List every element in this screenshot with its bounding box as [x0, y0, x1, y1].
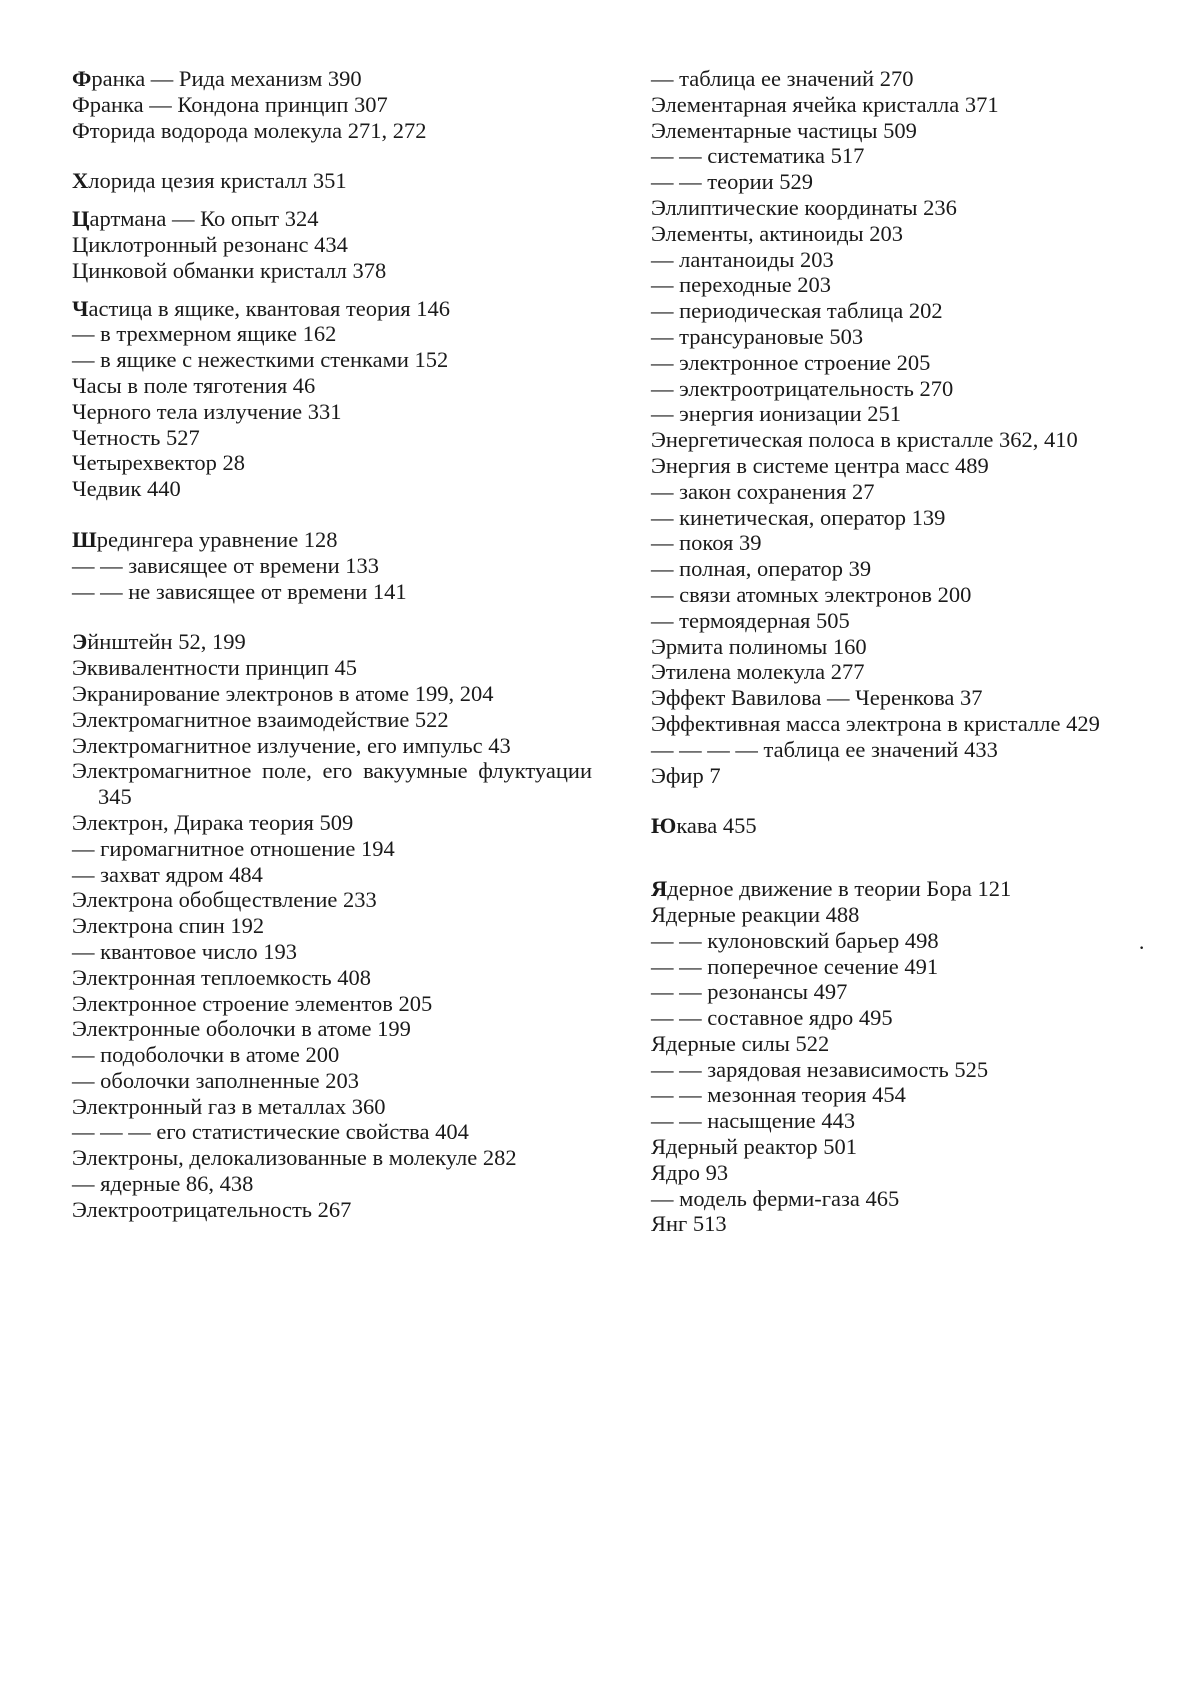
index-entry-text: кава 455	[676, 813, 756, 838]
index-entry	[651, 763, 1161, 789]
index-entry	[72, 476, 592, 502]
index-entry-text: Электроотрицательность 267	[72, 1197, 351, 1222]
index-entry-text: — ядерные 86, 438	[72, 1171, 253, 1196]
index-entry	[651, 1186, 1161, 1212]
section-gap	[651, 788, 1161, 813]
index-entry	[651, 1031, 1161, 1057]
section-gap	[651, 864, 1161, 876]
index-entry-text: — — резонансы 497	[651, 979, 847, 1004]
index-entry-text: Четырехвектор 28	[72, 450, 245, 475]
index-entry	[72, 66, 592, 92]
index-entry	[72, 553, 592, 579]
section-initial: Ф	[72, 66, 91, 91]
index-entry	[651, 376, 1161, 402]
index-entry-text: йнштейн 52, 199	[87, 629, 245, 654]
index-entry	[651, 92, 1161, 118]
index-entry-text: Электрон, Дирака теория 509	[72, 810, 353, 835]
index-entry	[72, 733, 592, 759]
index-entry	[651, 954, 1161, 980]
index-column-left	[72, 66, 592, 1223]
index-entry-text: Этилена молекула 277	[651, 659, 864, 684]
index-entry	[72, 1016, 592, 1042]
index-entry-text: — закон сохранения 27	[651, 479, 874, 504]
index-entry	[651, 453, 1161, 479]
index-entry-text: Цинковой обманки кристалл 378	[72, 258, 386, 283]
index-entry	[72, 939, 592, 965]
index-entry	[651, 659, 1161, 685]
index-entry	[72, 810, 592, 836]
index-entry-text: Ядерные силы 522	[651, 1031, 829, 1056]
index-entry	[72, 1094, 592, 1120]
index-entry-text: Экранирование электронов в атоме 199, 204	[72, 681, 493, 706]
index-entry-text: — гиромагнитное отношение 194	[72, 836, 395, 861]
index-entry-text: — квантовое число 193	[72, 939, 297, 964]
index-entry-text: — трансурановые 503	[651, 324, 863, 349]
index-entry-text: Эллиптические координаты 236	[651, 195, 957, 220]
index-entry	[72, 991, 592, 1017]
index-entry	[651, 737, 1161, 763]
index-entry	[651, 298, 1161, 324]
index-entry	[651, 272, 1161, 298]
index-entry	[651, 634, 1161, 660]
index-entry	[651, 1160, 1161, 1186]
section-gap	[72, 143, 592, 168]
index-entry-text: Эфир 7	[651, 763, 721, 788]
index-entry	[651, 479, 1161, 505]
index-entry	[72, 707, 592, 733]
index-entry-text: дерное движение в теории Бора 121	[667, 876, 1011, 901]
index-entry	[72, 373, 592, 399]
index-entry-text: Ядро 93	[651, 1160, 728, 1185]
index-entry-text: — в ящике с нежесткими стенками 152	[72, 347, 448, 372]
section-initial: Ч	[72, 296, 89, 321]
section-initial: Х	[72, 168, 88, 193]
index-entry-text: Эффект Вавилова — Черенкова 37	[651, 685, 983, 710]
index-entry-text: Фторида водорода молекула 271, 272	[72, 118, 426, 143]
index-entry	[651, 221, 1161, 247]
index-entry	[72, 681, 592, 707]
section-initial: Ю	[651, 813, 676, 838]
index-entry	[651, 813, 1161, 839]
index-entry-text: Электрона обобществление 233	[72, 887, 377, 912]
index-entry	[651, 324, 1161, 350]
index-entry	[651, 1108, 1161, 1134]
index-page	[0, 0, 1200, 1681]
index-entry-text: — подоболочки в атоме 200	[72, 1042, 339, 1067]
index-entry-text: — полная, оператор 39	[651, 556, 871, 581]
index-entry	[651, 556, 1161, 582]
index-entry	[651, 1211, 1161, 1237]
index-entry-text: — захват ядром 484	[72, 862, 263, 887]
index-entry-text: — — — — таблица ее значений 433	[651, 737, 998, 762]
index-entry	[72, 206, 592, 232]
index-entry	[72, 1171, 592, 1197]
index-entry-text: Электромагнитное поле, его вакуумные флуктуации 345	[72, 758, 592, 809]
index-entry-text: — энергия ионизации 251	[651, 401, 901, 426]
index-entry-text: — покоя 39	[651, 530, 762, 555]
index-entry	[651, 711, 1161, 737]
index-entry	[72, 527, 592, 553]
section-initial: Ц	[72, 206, 90, 231]
index-entry	[651, 1082, 1161, 1108]
index-entry-text: Энергетическая полоса в кристалле 362, 410	[651, 427, 1078, 452]
index-entry	[651, 979, 1161, 1005]
index-entry	[72, 347, 592, 373]
section-initial: Ш	[72, 527, 97, 552]
index-entry-text: Эквивалентности принцип 45	[72, 655, 357, 680]
index-entry-text: — оболочки заполненные 203	[72, 1068, 359, 1093]
index-entry	[651, 118, 1161, 144]
index-entry	[651, 350, 1161, 376]
index-entry	[72, 425, 592, 451]
index-entry-text: — в трехмерном ящике 162	[72, 321, 336, 346]
index-entry-text: — — насыщение 443	[651, 1108, 855, 1133]
index-entry	[651, 902, 1161, 928]
section-gap	[72, 502, 592, 527]
index-entry	[72, 258, 592, 284]
index-entry-text: — — кулоновский барьер 498	[651, 928, 939, 953]
section-initial: Я	[651, 876, 667, 901]
index-entry-text: Ядерные реакции 488	[651, 902, 859, 927]
index-entry-text: Электрона спин 192	[72, 913, 264, 938]
index-entry-text: — периодическая таблица 202	[651, 298, 943, 323]
index-entry-text: Циклотронный резонанс 434	[72, 232, 348, 257]
index-entry-text: — лантаноиды 203	[651, 247, 834, 272]
index-entry-text: — — поперечное сечение 491	[651, 954, 938, 979]
index-entry	[72, 655, 592, 681]
index-entry	[651, 169, 1161, 195]
index-entry	[72, 1145, 592, 1171]
index-entry-text: — — зарядовая независимость 525	[651, 1057, 988, 1082]
index-entry	[72, 118, 592, 144]
section-gap	[651, 839, 1161, 864]
index-entry	[72, 1068, 592, 1094]
index-entry-text: Элементы, актиноиды 203	[651, 221, 903, 246]
index-entry-text: Часы в поле тяготения 46	[72, 373, 315, 398]
index-entry	[651, 427, 1161, 453]
section-gap	[72, 604, 592, 629]
index-entry-text: Электромагнитное взаимодействие 522	[72, 707, 449, 732]
index-entry-text: Янг 513	[651, 1211, 727, 1236]
index-entry	[72, 296, 592, 322]
section-gap	[72, 194, 592, 206]
index-entry	[72, 399, 592, 425]
index-entry-text: Черного тела излучение 331	[72, 399, 342, 424]
index-entry	[72, 913, 592, 939]
index-entry-text: ранка — Рида механизм 390	[91, 66, 361, 91]
index-entry-text: — — теории 529	[651, 169, 813, 194]
index-entry	[651, 608, 1161, 634]
index-entry-text: Энергия в системе центра масс 489	[651, 453, 989, 478]
index-entry	[72, 450, 592, 476]
index-entry	[651, 66, 1161, 92]
index-entry	[651, 1134, 1161, 1160]
index-entry	[651, 143, 1161, 169]
section-gap	[72, 284, 592, 296]
index-entry-text: — переходные 203	[651, 272, 831, 297]
index-entry-text: Эрмита полиномы 160	[651, 634, 867, 659]
index-entry-text: — — мезонная теория 454	[651, 1082, 906, 1107]
index-entry-text: Электронная теплоемкость 408	[72, 965, 371, 990]
index-entry-text: — электроотрицательность 270	[651, 376, 953, 401]
index-entry-text: артмана — Ко опыт 324	[90, 206, 319, 231]
index-entry-text: — таблица ее значений 270	[651, 66, 913, 91]
index-entry	[651, 582, 1161, 608]
index-entry-text: Франка — Кондона принцип 307	[72, 92, 388, 117]
index-entry-text: — — систематика 517	[651, 143, 864, 168]
index-entry-text: — связи атомных электронов 200	[651, 582, 971, 607]
index-entry	[72, 92, 592, 118]
index-entry	[72, 887, 592, 913]
index-entry-text: — кинетическая, оператор 139	[651, 505, 945, 530]
index-entry-text: Чедвик 440	[72, 476, 181, 501]
index-entry	[651, 247, 1161, 273]
index-entry	[72, 836, 592, 862]
section-initial: Э	[72, 629, 87, 654]
index-entry-text: Ядерный реактор 501	[651, 1134, 857, 1159]
index-entry	[72, 168, 592, 194]
index-entry	[651, 685, 1161, 711]
index-entry-text: — электронное строение 205	[651, 350, 930, 375]
index-entry	[651, 401, 1161, 427]
index-entry-text: Электромагнитное излучение, его импульс 43	[72, 733, 511, 758]
index-entry-text: астица в ящике, квантовая теория 146	[89, 296, 451, 321]
index-entry	[651, 1005, 1161, 1031]
index-entry-text: Электронное строение элементов 205	[72, 991, 432, 1016]
index-entry-text: — — составное ядро 495	[651, 1005, 893, 1030]
index-entry-text: Электронные оболочки в атоме 199	[72, 1016, 411, 1041]
index-entry-text: — — не зависящее от времени 141	[72, 579, 407, 604]
index-entry	[651, 928, 1161, 954]
index-entry-text: — модель ферми-газа 465	[651, 1186, 899, 1211]
index-entry	[651, 530, 1161, 556]
index-entry-text: Электронный газ в металлах 360	[72, 1094, 385, 1119]
index-entry-text: Элементарные частицы 509	[651, 118, 917, 143]
index-entry	[72, 321, 592, 347]
index-entry	[651, 1057, 1161, 1083]
index-entry-text: редингера уравнение 128	[97, 527, 338, 552]
index-entry-text: Эффективная масса электрона в кристалле 429	[651, 711, 1100, 736]
index-entry	[651, 876, 1161, 902]
index-entry	[72, 629, 592, 655]
index-entry	[72, 579, 592, 605]
index-entry-text: лорида цезия кристалл 351	[88, 168, 346, 193]
index-entry	[651, 505, 1161, 531]
index-entry	[651, 195, 1161, 221]
index-column-right	[651, 66, 1161, 1237]
index-entry	[72, 1042, 592, 1068]
index-entry	[72, 232, 592, 258]
index-entry-text: — — зависящее от времени 133	[72, 553, 379, 578]
index-entry	[72, 1197, 592, 1223]
index-entry-text: Элементарная ячейка кристалла 371	[651, 92, 999, 117]
stray-mark: ·	[1138, 935, 1145, 961]
index-entry-text: Электроны, делокализованные в молекуле 282	[72, 1145, 517, 1170]
index-entry-text: Четность 527	[72, 425, 200, 450]
index-entry-text: — — — его статистические свойства 404	[72, 1119, 469, 1144]
index-entry	[72, 1119, 592, 1145]
index-entry	[72, 862, 592, 888]
index-entry	[72, 965, 592, 991]
index-entry	[72, 758, 592, 810]
index-entry-text: — термоядерная 505	[651, 608, 850, 633]
